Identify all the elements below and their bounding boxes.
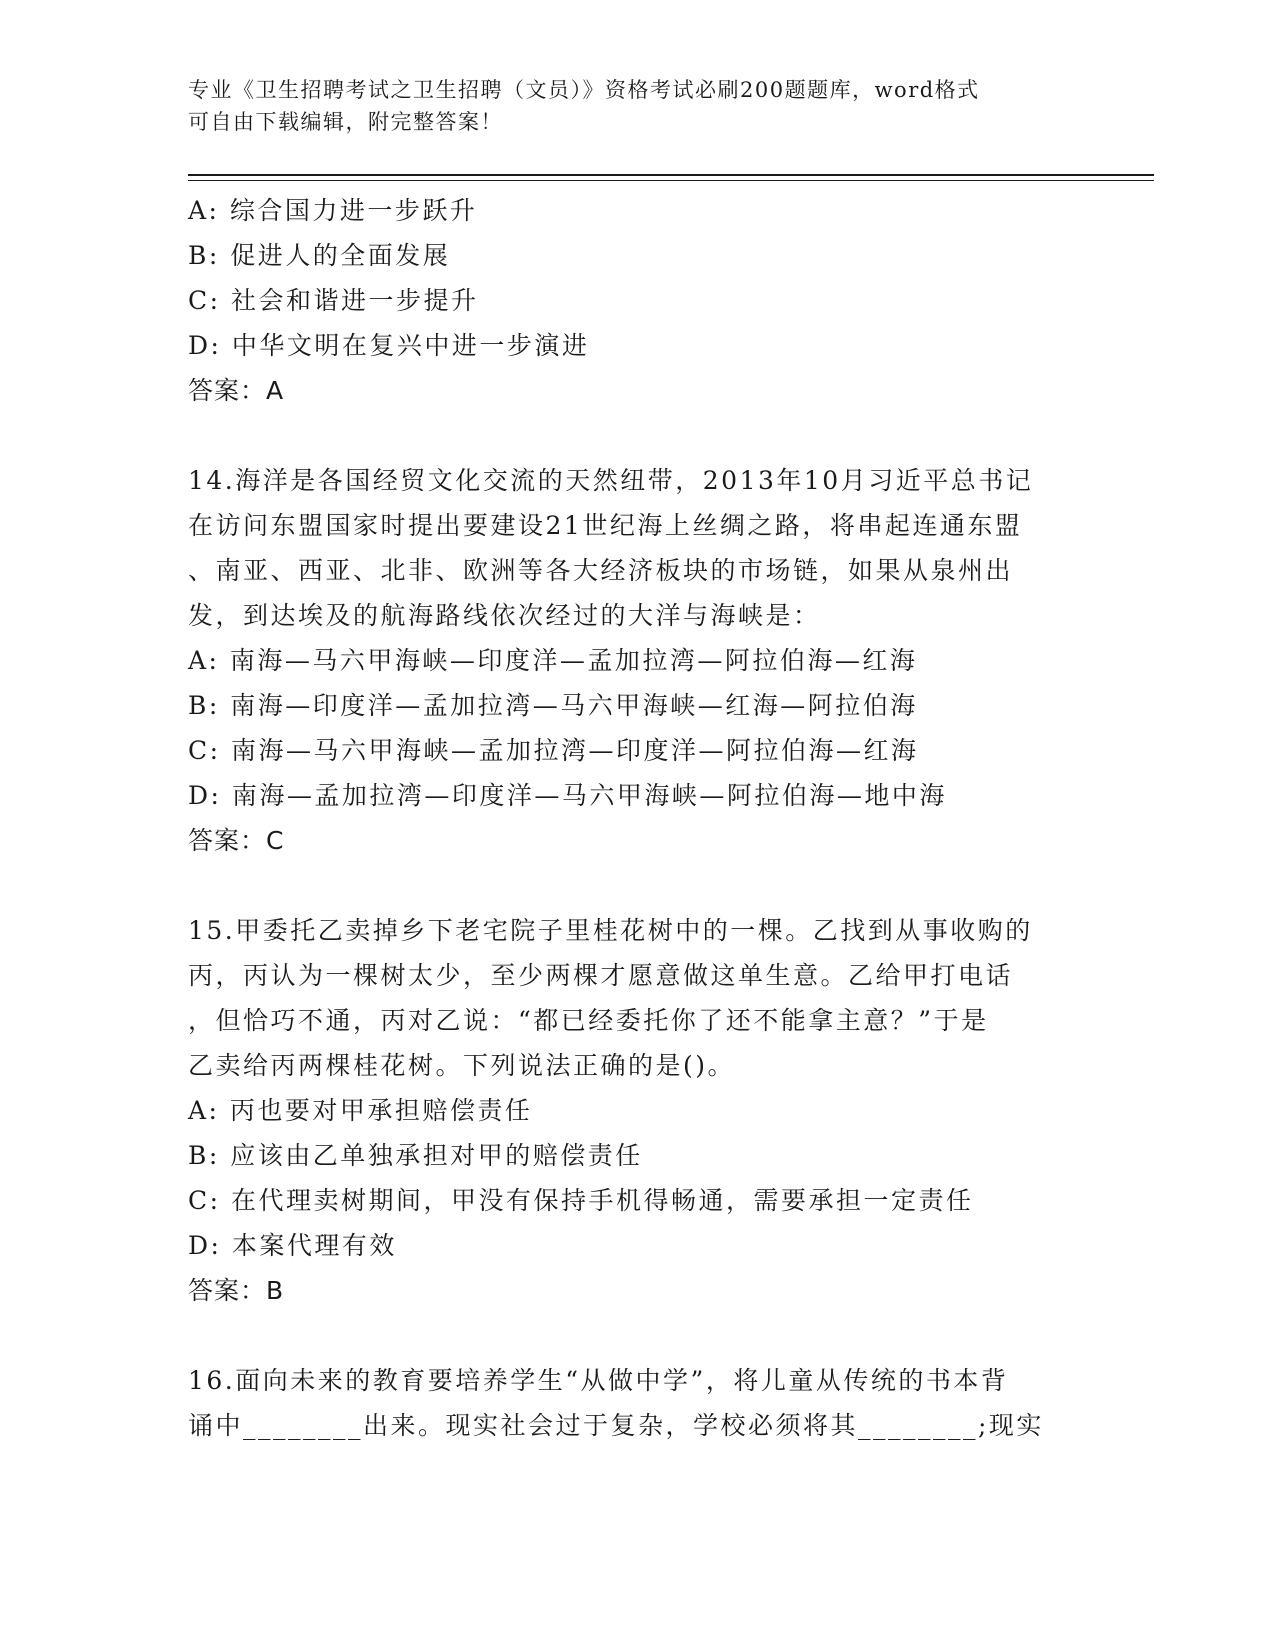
answer: 答案：B <box>188 1276 285 1305</box>
option-d: D: 南海—孟加拉湾—印度洋—马六甲海峡—阿拉伯海—地中海 <box>188 781 947 810</box>
option-c: C: 在代理卖树期间，甲没有保持手机得畅通，需要承担一定责任 <box>188 1186 974 1215</box>
question-text: 发，到达埃及的航海路线依次经过的大洋与海峡是： <box>188 601 821 630</box>
question-text: 16.面向未来的教育要培养学生“从做中学”，将儿童从传统的书本背 <box>188 1366 1009 1395</box>
answer: 答案：A <box>188 376 285 405</box>
spacer <box>188 1313 1088 1358</box>
option-b: B: 应该由乙单独承担对甲的赔偿责任 <box>188 1141 643 1170</box>
page-header <box>188 74 1068 138</box>
question-text: ，但恰巧不通，丙对乙说：“都已经委托你了还不能拿主意？”于是 <box>188 1006 989 1035</box>
question-text: 15.甲委托乙卖掉乡下老宅院子里桂花树中的一棵。乙找到从事收购的 <box>188 916 1033 945</box>
option-c: C: 南海—马六甲海峡—孟加拉湾—印度洋—阿拉伯海—红海 <box>188 736 919 765</box>
option-a: A: 丙也要对甲承担赔偿责任 <box>188 1096 533 1125</box>
question-text: 乙卖给丙两棵桂花树。下列说法正确的是()。 <box>188 1051 736 1080</box>
option-a: A: 南海—马六甲海峡—印度洋—孟加拉湾—阿拉伯海—红海 <box>188 646 918 675</box>
question-block <box>188 458 1088 863</box>
option-b: B: 促进人的全面发展 <box>188 241 451 270</box>
spacer <box>188 413 1088 458</box>
question-block <box>188 908 1088 1313</box>
option-a: A: 综合国力进一步跃升 <box>188 196 478 225</box>
header-divider <box>188 174 1154 176</box>
header-line: 可自由下载编辑，附完整答案！ <box>188 110 503 134</box>
question-block <box>188 1358 1088 1448</box>
answer: 答案：C <box>188 826 285 855</box>
header-divider-thin <box>188 180 1154 181</box>
option-c: C: 社会和谐进一步提升 <box>188 286 479 315</box>
option-d: D: 中华文明在复兴中进一步演进 <box>188 331 590 360</box>
question-block <box>188 188 1088 413</box>
option-b: B: 南海—印度洋—孟加拉湾—马六甲海峡—红海—阿拉伯海 <box>188 691 918 720</box>
question-text: 14.海洋是各国经贸文化交流的天然纽带，2013年10月习近平总书记 <box>188 466 1034 495</box>
option-d: D: 本案代理有效 <box>188 1231 397 1260</box>
spacer <box>188 863 1088 908</box>
document-body <box>188 188 1088 1448</box>
question-text: 在访问东盟国家时提出要建设21世纪海上丝绸之路，将串起连通东盟 <box>188 511 1023 540</box>
question-text: 诵中________出来。现实社会过于复杂，学校必须将其________;现实 <box>188 1411 1044 1440</box>
question-text: 丙，丙认为一棵树太少，至少两棵才愿意做这单生意。乙给甲打电话 <box>188 961 1014 990</box>
question-text: 、南亚、西亚、北非、欧洲等各大经济板块的市场链，如果从泉州出 <box>188 556 1014 585</box>
header-line: 专业《卫生招聘考试之卫生招聘（文员）》资格考试必刷200题题库，word格式 <box>188 78 980 102</box>
